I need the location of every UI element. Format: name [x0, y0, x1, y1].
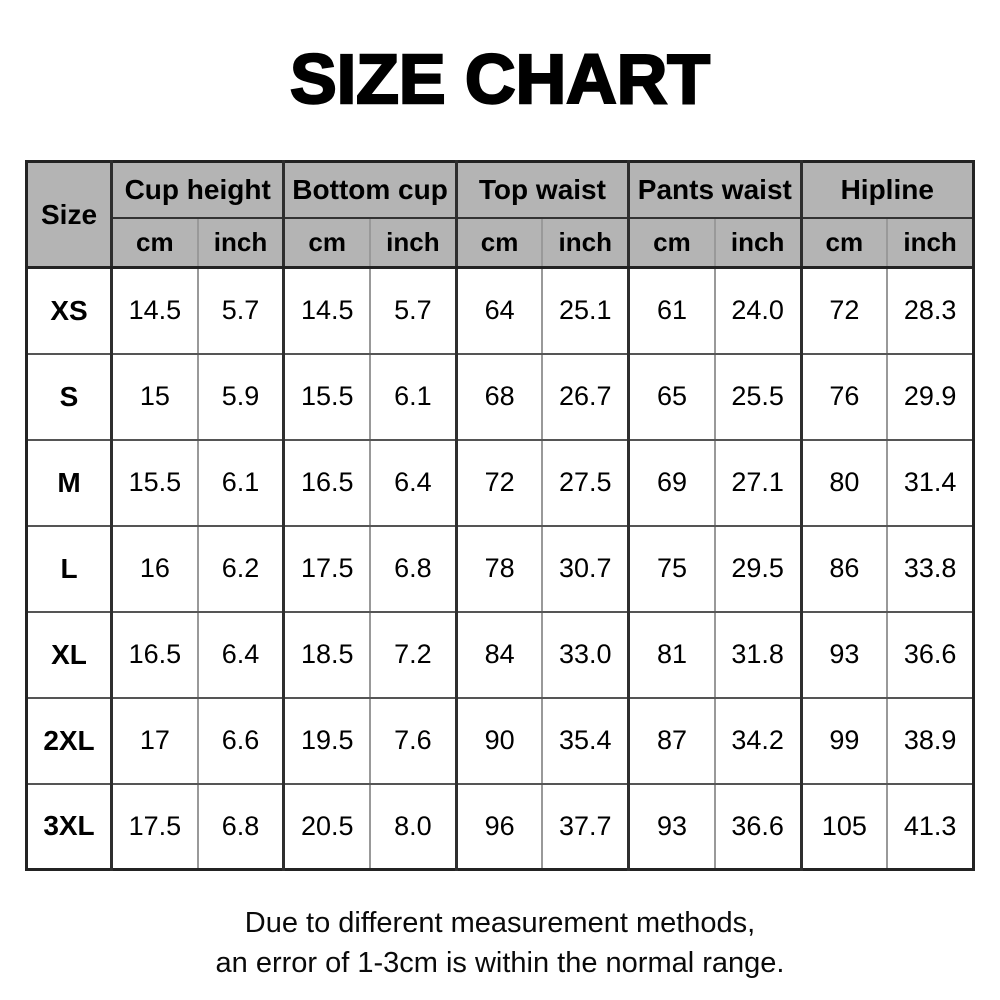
unit-header: cm: [801, 218, 887, 268]
measurement-cell: 80: [801, 440, 887, 526]
table-row: [27, 612, 974, 698]
measurement-cell: 18.5: [284, 612, 370, 698]
measurement-cell: 99: [801, 698, 887, 784]
column-group-header: Pants waist: [629, 162, 801, 218]
measurement-cell: 15: [112, 354, 198, 440]
table-row: [27, 268, 974, 354]
unit-header: inch: [198, 218, 284, 268]
measurement-cell: 84: [456, 612, 542, 698]
measurement-cell: 15.5: [112, 440, 198, 526]
measurement-cell: 8.0: [370, 784, 456, 870]
measurement-cell: 81: [629, 612, 715, 698]
measurement-cell: 27.1: [715, 440, 801, 526]
measurement-cell: 6.2: [198, 526, 284, 612]
unit-header: inch: [887, 218, 973, 268]
page-title: SIZE CHART: [290, 40, 710, 118]
measurement-cell: 16: [112, 526, 198, 612]
measurement-cell: 14.5: [112, 268, 198, 354]
unit-header: cm: [456, 218, 542, 268]
measurement-cell: 38.9: [887, 698, 973, 784]
measurement-cell: 7.6: [370, 698, 456, 784]
measurement-cell: 31.4: [887, 440, 973, 526]
measurement-cell: 15.5: [284, 354, 370, 440]
measurement-cell: 36.6: [887, 612, 973, 698]
measurement-cell: 6.1: [198, 440, 284, 526]
measurement-cell: 72: [456, 440, 542, 526]
table-body: [27, 268, 974, 870]
column-group-header: Hipline: [801, 162, 974, 218]
measurement-cell: 5.9: [198, 354, 284, 440]
measurement-cell: 41.3: [887, 784, 973, 870]
measurement-cell: 69: [629, 440, 715, 526]
measurement-cell: 86: [801, 526, 887, 612]
measurement-cell: 31.8: [715, 612, 801, 698]
measurement-cell: 76: [801, 354, 887, 440]
measurement-cell: 24.0: [715, 268, 801, 354]
note-line-1: Due to different measurement methods,: [244, 907, 756, 939]
measurement-cell: 17.5: [284, 526, 370, 612]
size-label: XL: [27, 612, 112, 698]
measurement-cell: 68: [456, 354, 542, 440]
measurement-cell: 93: [629, 784, 715, 870]
measurement-cell: 20.5: [284, 784, 370, 870]
size-label: 3XL: [27, 784, 112, 870]
size-label: M: [27, 440, 112, 526]
measurement-cell: 105: [801, 784, 887, 870]
table-header: [27, 162, 974, 268]
measurement-cell: 33.0: [542, 612, 628, 698]
measurement-cell: 25.5: [715, 354, 801, 440]
measurement-cell: 93: [801, 612, 887, 698]
measurement-cell: 6.1: [370, 354, 456, 440]
table-row: [27, 354, 974, 440]
measurement-cell: 87: [629, 698, 715, 784]
measurement-cell: 29.9: [887, 354, 973, 440]
measurement-cell: 78: [456, 526, 542, 612]
unit-header: inch: [370, 218, 456, 268]
measurement-cell: 5.7: [370, 268, 456, 354]
size-label: 2XL: [27, 698, 112, 784]
unit-header: cm: [112, 218, 198, 268]
measurement-cell: 72: [801, 268, 887, 354]
measurement-cell: 28.3: [887, 268, 973, 354]
measurement-cell: 17: [112, 698, 198, 784]
measurement-cell: 25.1: [542, 268, 628, 354]
measurement-cell: 26.7: [542, 354, 628, 440]
table-row: [27, 440, 974, 526]
unit-header: cm: [629, 218, 715, 268]
table-row: [27, 698, 974, 784]
size-label: XS: [27, 268, 112, 354]
group-header-row: [27, 162, 974, 218]
column-group-header: Bottom cup: [284, 162, 456, 218]
measurement-cell: 30.7: [542, 526, 628, 612]
measurement-cell: 37.7: [542, 784, 628, 870]
measurement-cell: 6.8: [198, 784, 284, 870]
unit-header: inch: [542, 218, 628, 268]
measurement-cell: 96: [456, 784, 542, 870]
measurement-cell: 36.6: [715, 784, 801, 870]
unit-header: inch: [715, 218, 801, 268]
measurement-cell: 33.8: [887, 526, 973, 612]
measurement-cell: 17.5: [112, 784, 198, 870]
measurement-cell: 64: [456, 268, 542, 354]
measurement-cell: 16.5: [284, 440, 370, 526]
column-group-header: Cup height: [112, 162, 284, 218]
size-chart-table: [25, 160, 975, 871]
measurement-cell: 6.4: [370, 440, 456, 526]
measurement-cell: 90: [456, 698, 542, 784]
measurement-cell: 6.4: [198, 612, 284, 698]
measurement-cell: 35.4: [542, 698, 628, 784]
measurement-note: [0, 903, 1000, 983]
size-label: L: [27, 526, 112, 612]
unit-header: cm: [284, 218, 370, 268]
measurement-cell: 16.5: [112, 612, 198, 698]
measurement-cell: 61: [629, 268, 715, 354]
measurement-cell: 65: [629, 354, 715, 440]
measurement-cell: 75: [629, 526, 715, 612]
measurement-cell: 6.6: [198, 698, 284, 784]
size-column-header: Size: [27, 162, 112, 268]
measurement-cell: 19.5: [284, 698, 370, 784]
measurement-cell: 27.5: [542, 440, 628, 526]
column-group-header: Top waist: [456, 162, 628, 218]
measurement-cell: 7.2: [370, 612, 456, 698]
measurement-cell: 5.7: [198, 268, 284, 354]
measurement-cell: 34.2: [715, 698, 801, 784]
measurement-cell: 14.5: [284, 268, 370, 354]
unit-header-row: [27, 218, 974, 268]
table-row: [27, 526, 974, 612]
table-row: [27, 784, 974, 870]
measurement-cell: 29.5: [715, 526, 801, 612]
size-label: S: [27, 354, 112, 440]
note-line-2: an error of 1-3cm is within the normal range.: [215, 947, 785, 980]
measurement-cell: 6.8: [370, 526, 456, 612]
